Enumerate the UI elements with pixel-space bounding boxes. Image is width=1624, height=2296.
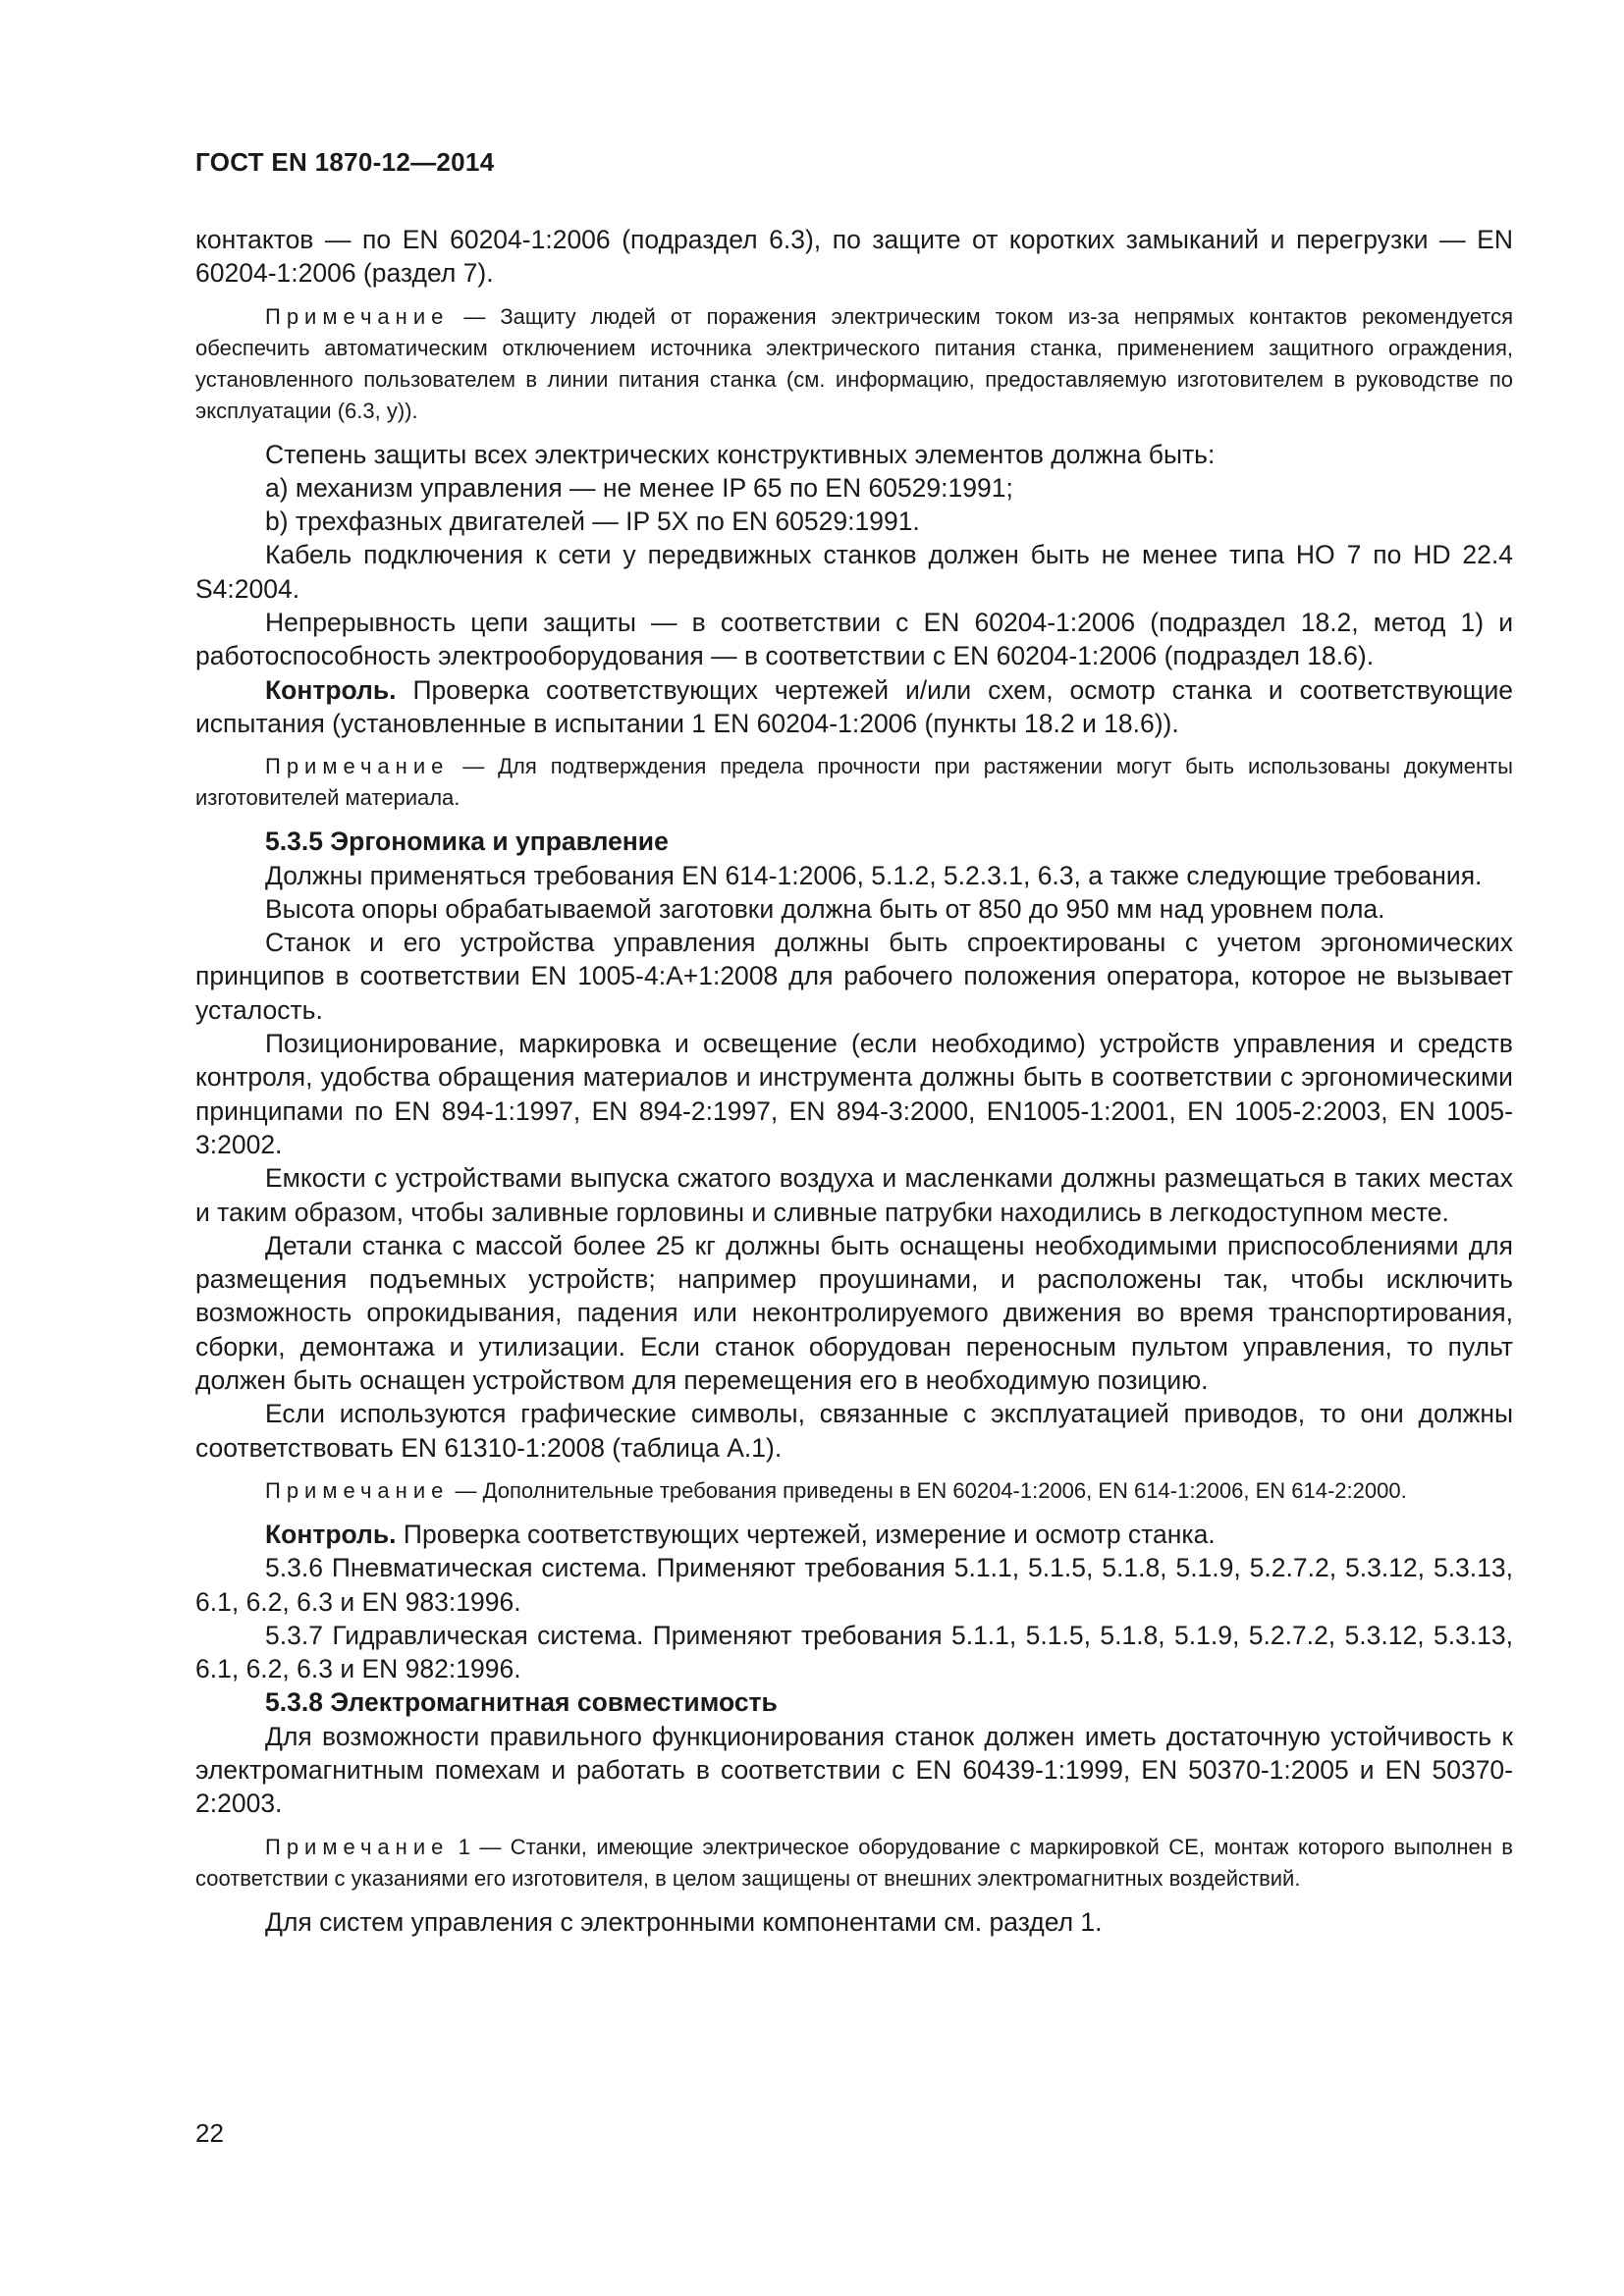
note-text: — Для подтверждения предела прочности при растяжении могут быть использованы документы изготовителей материала.	[195, 754, 1513, 811]
document-header: ГОСТ EN 1870-12—2014	[195, 147, 495, 177]
paragraph: 5.3.6 Пневматическая система. Применяют требования 5.1.1, 5.1.5, 5.1.8, 5.1.9, 5.2.7.2, 5.3.12, 5.3.13, 6.1, 6.2, 6.3 и EN 983:1996.	[195, 1553, 1513, 1617]
list-item: b) трехфазных двигателей — IP 5X по EN 60529:1991.	[265, 507, 920, 537]
note	[195, 1475, 1513, 1507]
paragraph: Степень защиты всех электрических конструктивных элементов должна быть:	[265, 439, 1216, 469]
control-paragraph	[195, 673, 1513, 741]
paragraph: Для систем управления с электронными компонентами см. раздел 1.	[265, 1906, 1103, 1937]
paragraph: Станок и его устройства управления должны быть спроектированы с учетом эргономических принципов в соответствии EN 1005-4:A+1:2008 для рабочего положения оператора, которое не вызывает усталость.	[195, 928, 1513, 1025]
paragraph: контактов — по EN 60204-1:2006 (подраздел 6.3), по защите от коротких замыканий и перегрузки — EN 60204-1:2006 (раздел 7).	[195, 225, 1513, 289]
section-heading: 5.3.8 Электромагнитная совместимость	[265, 1687, 778, 1718]
paragraph: Высота опоры обрабатываемой заготовки должна быть от 850 до 950 мм над уровнем пола.	[265, 893, 1385, 924]
paragraph: Если используются графические символы, связанные с эксплуатацией приводов, то они должны соответствовать EN 61310-1:2008 (таблица А.1).	[195, 1399, 1513, 1463]
paragraph: Кабель подключения к сети у передвижных станков должен быть не менее типа НО 7 по HD 22.4 S4:2004.	[195, 540, 1513, 604]
note	[195, 1832, 1513, 1895]
note-text: — Дополнительные требования приведены в EN 60204-1:2006, EN 614-1:2006, EN 614-2:2000.	[449, 1477, 1407, 1503]
list-item: a) механизм управления — не менее IP 65 по EN 60529:1991;	[265, 472, 1013, 503]
paragraph: Для возможности правильного функционирования станок должен иметь достаточную устойчивость к электромагнитным помехам и работать в соответствии с EN 60439-1:1999, EN 50370-1:2005 и EN 50370-2:2003.	[195, 1721, 1513, 1819]
paragraph: 5.3.7 Гидравлическая система. Применяют требования 5.1.1, 5.1.5, 5.1.8, 5.1.9, 5.2.7.2, 5.3.12, 5.3.13, 6.1, 6.2, 6.3 и EN 982:1996.	[195, 1620, 1513, 1684]
note	[195, 301, 1513, 427]
control-text: Проверка соответствующих чертежей, измерение и осмотр станка.	[396, 1519, 1216, 1549]
paragraph: Непрерывность цепи защиты — в соответствии с EN 60204-1:2006 (подраздел 18.2, метод 1) и работоспособность электрооборудования — в соответствии с EN 60204-1:2006 (подраздел 18.6).	[195, 608, 1513, 671]
paragraph: Должны применяться требования EN 614-1:2006, 5.1.2, 5.2.3.1, 6.3, а также следующие требования.	[265, 860, 1483, 890]
note	[195, 751, 1513, 814]
paragraph: Детали станка с массой более 25 кг должны быть оснащены необходимыми приспособлениями для размещения подъемных устройств; например проушинами, и расположены так, чтобы исключить возможность опрокидывания, падения или неконтролируемого движения во время транспортирования, сборки, демонтажа и утилизации. Если станок оборудован переносным пультом управления, то пульт должен быть оснащен устройством для перемещения его в необходимую позицию.	[195, 1230, 1513, 1396]
section-heading: 5.3.5 Эргономика и управление	[265, 827, 669, 857]
control-label: Контроль.	[265, 1519, 397, 1549]
control-text: Проверка соответствующих чертежей и/или схем, осмотр станка и соответствующие испытания (установленные в испытании 1 EN 60204-1:2006 (пункты 18.2 и 18.6)).	[195, 674, 1513, 738]
note-text: 1 — Станки, имеющие электрическое оборудование с маркировкой СЕ, монтаж которого выполнен в соответствии с указаниями его изготовителя, в целом защищены от внешних электромагнитных воздействий.	[195, 1834, 1513, 1891]
paragraph: Позиционирование, маркировка и освещение (если необходимо) устройств управления и средств контроля, удобства обращения материалов и инструмента должны быть в соответствии с эргономическими принципами по EN 894-1:1997, EN 894-2:1997, EN 894-3:2000, EN1005-1:2001, EN 1005-2:2003, EN 1005-3:2002.	[195, 1029, 1513, 1159]
note-text: — Защиту людей от поражения электрическим током из-за непрямых контактов рекомендуется обеспечить автоматическим отключением источника электрического питания станка, применением защитного ограждения, установленного пользователем в линии питания станка (см. информацию, предоставляемую изготовителем в руководстве по эксплуатации (6.3, у)).	[195, 303, 1513, 423]
control-label: Контроль.	[265, 674, 397, 705]
control-paragraph	[195, 1518, 1513, 1551]
note-label: Примечание	[265, 1834, 450, 1859]
note-label: Примечание	[265, 754, 450, 779]
page-number: 22	[195, 2118, 224, 2148]
paragraph: Емкости с устройствами выпуска сжатого воздуха и масленками должны размещаться в таких местах и таким образом, чтобы заливные горловины и сливные патрубки находились в легкодоступном месте.	[195, 1163, 1513, 1227]
note-label: Примечание	[265, 1477, 450, 1503]
page-content	[195, 223, 1513, 1939]
note-label: Примечание	[265, 303, 450, 329]
